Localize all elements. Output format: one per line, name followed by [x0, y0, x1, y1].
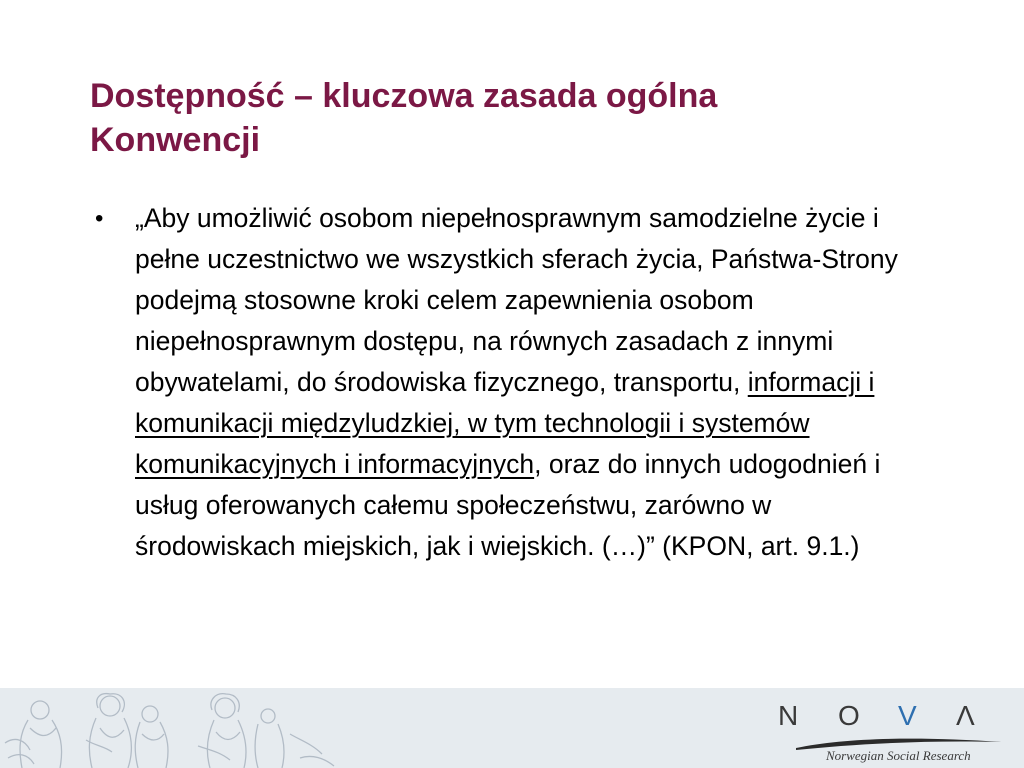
nova-logo	[770, 700, 1010, 766]
slide-title-line-1: Dostępność – kluczowa zasada ogólna	[90, 77, 718, 115]
slide-title-line-2: Konwencji	[90, 121, 261, 159]
slide-title	[90, 74, 950, 162]
nova-letter-v: V	[898, 700, 917, 731]
classical-figures-illustration	[0, 688, 380, 768]
bullet-dot-icon: •	[95, 205, 104, 232]
nova-letter-o: O	[838, 700, 860, 731]
nova-tagline: Norwegian Social Research	[826, 748, 971, 763]
quote-text-underlined: informacji i komunikacji międzyludzkiej, w tym technologii i systemów komunikacyjnych i informacyjnych	[135, 367, 875, 479]
quote-text-part-1: „Aby umożliwić osobom niepełnosprawnym samodzielne życie i pełne uczestnictwo we wszystkich sferach życia, Państwa-Strony podejmą stosowne kroki celem zapewnienia osobom niepełnosprawnym dostępu, na równych zasadach z innymi obywatelami, do środowiska fizycznego, transportu,	[135, 203, 898, 397]
quote-text	[135, 198, 935, 567]
nova-letter-a: Λ	[956, 700, 975, 731]
bullet-list	[95, 198, 945, 567]
quote-text-part-2: , oraz do innych udogodnień i usług oferowanych całemu społeczeństwu, zarówno w środowiskach miejskich, jak i wiejskich. (…)” (KPON, art. 9.1.)	[135, 449, 881, 561]
bullet-item	[95, 198, 945, 567]
nova-letter-n: N	[778, 700, 799, 731]
